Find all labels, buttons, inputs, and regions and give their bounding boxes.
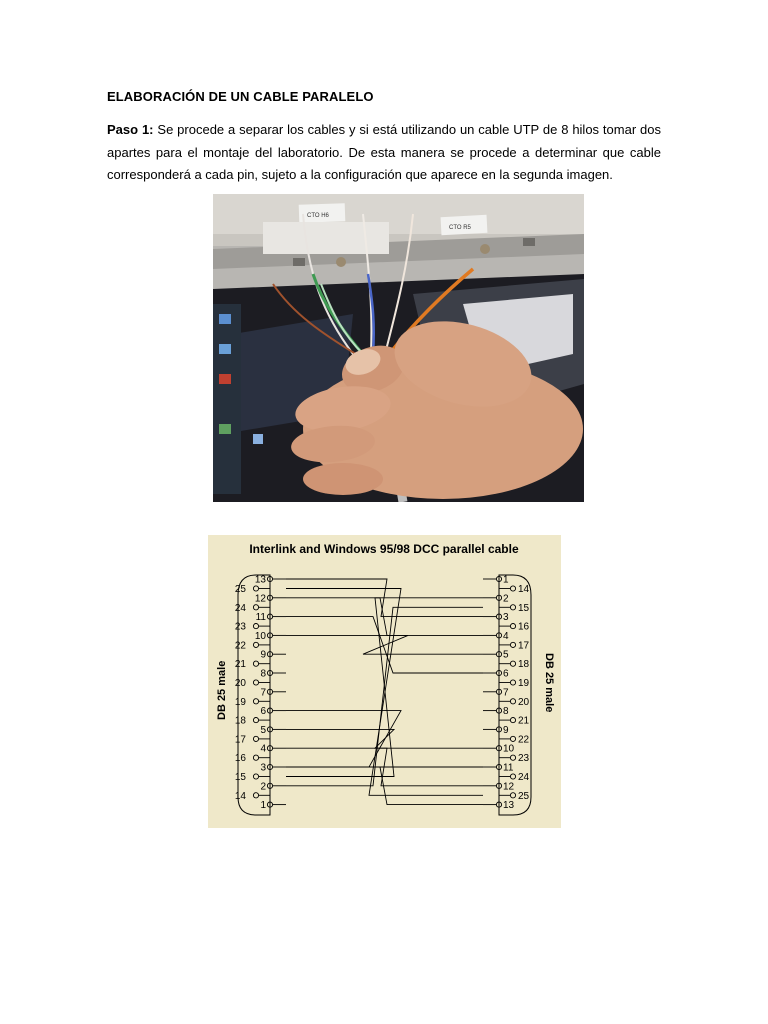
- svg-text:5: 5: [503, 649, 509, 661]
- right-pin-6: [483, 669, 509, 680]
- svg-text:16: 16: [518, 621, 530, 633]
- svg-text:22: 22: [234, 640, 246, 652]
- left-pin-9: [260, 650, 286, 661]
- svg-text:15: 15: [518, 602, 530, 614]
- photo-label-left: CTO H6: [307, 213, 329, 219]
- svg-text:17: 17: [518, 640, 530, 652]
- svg-text:8: 8: [503, 706, 509, 718]
- wire-15-to-2: [286, 598, 483, 777]
- svg-text:20: 20: [234, 678, 246, 689]
- svg-text:14: 14: [518, 584, 530, 595]
- svg-text:14: 14: [234, 790, 246, 802]
- svg-text:12: 12: [503, 781, 515, 793]
- left-pin-7: [260, 687, 286, 698]
- svg-text:7: 7: [260, 687, 266, 699]
- svg-text:18: 18: [234, 715, 246, 727]
- right-pin-9: [483, 725, 509, 736]
- left-pin-6: [260, 706, 286, 717]
- svg-text:23: 23: [234, 621, 246, 633]
- svg-text:24: 24: [234, 602, 246, 614]
- svg-text:20: 20: [518, 696, 530, 708]
- step-1-paragraph: [107, 119, 661, 187]
- svg-text:6: 6: [503, 668, 509, 680]
- left-pin-2: [260, 781, 286, 792]
- svg-text:8: 8: [260, 668, 266, 680]
- wire-10-to-5: [286, 635, 483, 654]
- svg-text:21: 21: [518, 715, 530, 727]
- svg-text:25: 25: [234, 584, 246, 595]
- svg-text:22: 22: [518, 734, 530, 746]
- svg-text:10: 10: [254, 630, 266, 642]
- left-pin-5: [260, 725, 286, 736]
- step-text: Se procede a separar los cables y si está utilizando un cable UTP de 8 hilos tomar dos apartes para el montaje del laboratorio. De esta manera se procede a determinar que cable corresponderá a cada pin, sujeto a la configuración que aparece en la segunda imagen.: [107, 122, 661, 182]
- svg-text:24: 24: [518, 772, 530, 783]
- svg-text:17: 17: [234, 734, 246, 746]
- svg-text:3: 3: [260, 762, 266, 774]
- right-pin-5: [483, 650, 509, 661]
- left-pin-4: [260, 744, 286, 755]
- right-pin-4: [483, 631, 509, 642]
- svg-text:1: 1: [260, 800, 266, 812]
- svg-text:25: 25: [518, 790, 530, 802]
- svg-text:19: 19: [518, 678, 530, 689]
- svg-text:11: 11: [255, 612, 266, 624]
- svg-text:6: 6: [260, 706, 266, 718]
- left-pin-11: [256, 612, 286, 623]
- svg-text:16: 16: [234, 753, 246, 765]
- right-pin-11: [483, 763, 514, 774]
- right-pin-3: [483, 612, 509, 623]
- left-pin-1: [260, 800, 286, 811]
- svg-text:12: 12: [254, 593, 266, 605]
- svg-text:19: 19: [234, 696, 246, 708]
- svg-text:13: 13: [503, 800, 515, 812]
- svg-text:4: 4: [260, 743, 266, 755]
- left-pin-8: [260, 669, 286, 680]
- svg-text:2: 2: [260, 781, 266, 793]
- svg-text:10: 10: [503, 743, 515, 755]
- right-pin-1: [483, 575, 509, 586]
- left-pin-3: [260, 763, 286, 774]
- left-connector-label: DB 25 male: [216, 660, 228, 720]
- svg-text:5: 5: [260, 724, 266, 736]
- svg-text:15: 15: [234, 772, 246, 783]
- wire-6-to-11: [286, 711, 483, 767]
- svg-text:3: 3: [503, 612, 509, 624]
- diagram-title: Interlink and Windows 95/98 DCC parallel cable: [249, 542, 519, 556]
- svg-text:7: 7: [503, 687, 509, 699]
- right-pin-8: [483, 706, 509, 717]
- svg-text:11: 11: [503, 762, 514, 774]
- svg-text:13: 13: [254, 574, 266, 586]
- svg-text:2: 2: [503, 593, 509, 605]
- svg-text:23: 23: [518, 753, 530, 765]
- svg-text:21: 21: [234, 659, 246, 671]
- svg-text:1: 1: [503, 574, 509, 586]
- cable-photo: [213, 194, 584, 502]
- photo-label-right: CTO R5: [449, 225, 471, 231]
- right-pin-2: [483, 593, 509, 604]
- svg-text:18: 18: [518, 659, 530, 671]
- right-connector-label: DB 25 male: [543, 653, 555, 713]
- document-title: ELABORACIÓN DE UN CABLE PARALELO: [107, 89, 374, 104]
- svg-text:4: 4: [503, 630, 509, 642]
- step-label: Paso 1:: [107, 122, 154, 137]
- right-pin-7: [483, 687, 509, 698]
- svg-text:9: 9: [260, 649, 266, 661]
- parallel-cable-diagram: [208, 535, 561, 828]
- svg-text:9: 9: [503, 724, 509, 736]
